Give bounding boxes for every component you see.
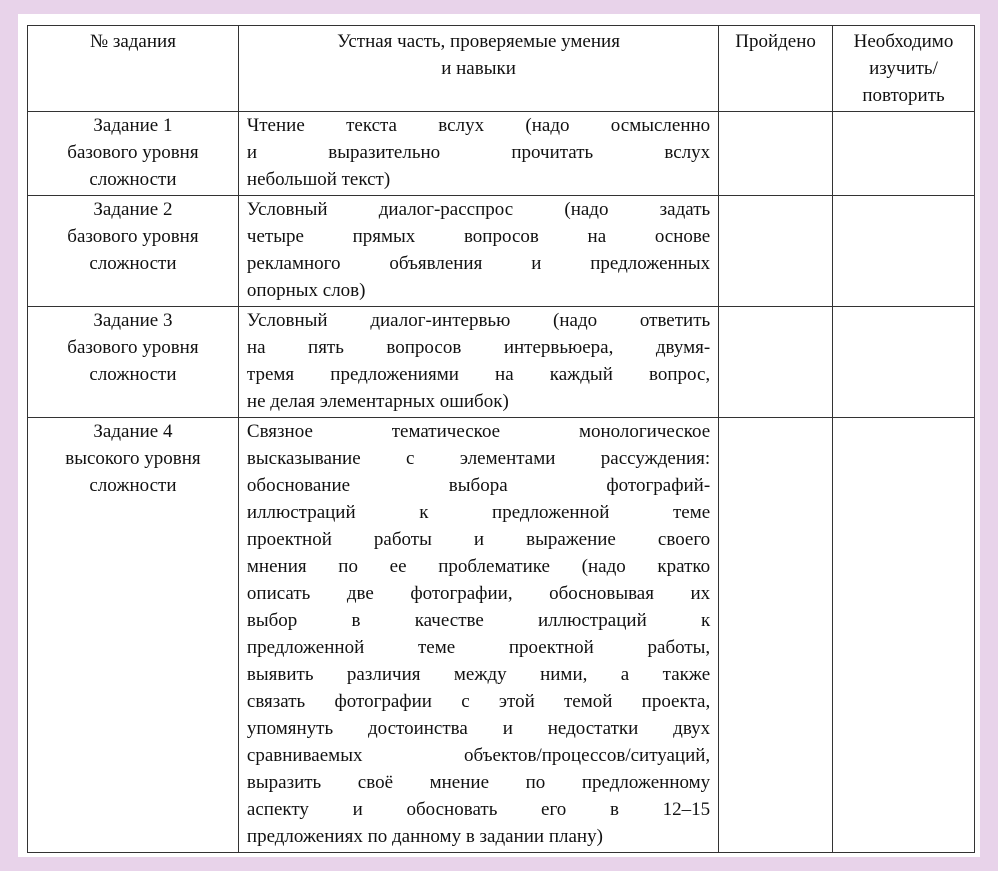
passed-cell[interactable] xyxy=(719,112,833,196)
skill-description-line: проектной работы и выражение своего xyxy=(246,529,711,550)
skill-description-cell xyxy=(238,307,718,418)
task-label-line: базового уровня xyxy=(67,142,199,163)
header-skills xyxy=(238,26,718,112)
passed-cell[interactable] xyxy=(719,418,833,853)
passed-cell[interactable] xyxy=(719,196,833,307)
skill-description-line: выявить различия между ними, а также xyxy=(246,664,711,685)
skill-description-line: высказывание с элементами рассуждения: xyxy=(246,448,711,469)
header-task-number xyxy=(28,26,239,112)
skill-description-line: Чтение текста вслух (надо осмысленно xyxy=(246,115,711,136)
header-to-review-line-3: повторить xyxy=(862,85,945,106)
skill-description-line: Условный диалог-расспрос (надо задать xyxy=(246,199,711,220)
skill-description-line: Связное тематическое монологическое xyxy=(246,421,711,442)
task-number-cell xyxy=(28,307,239,418)
skill-description-cell xyxy=(238,196,718,307)
skill-description-line: не делая элементарных ошибок) xyxy=(246,391,509,412)
task-number-cell xyxy=(28,112,239,196)
header-task-number-label: № задания xyxy=(89,31,176,52)
document-page xyxy=(18,14,980,857)
task-label-line: сложности xyxy=(89,253,177,274)
task-number-cell xyxy=(28,196,239,307)
table-row xyxy=(28,112,975,196)
skill-description-line: упомянуть достоинства и недостатки двух xyxy=(246,718,711,739)
skill-description-line: опорных слов) xyxy=(246,280,366,301)
task-label-line: Задание 1 xyxy=(93,115,173,136)
skill-description-cell xyxy=(238,418,718,853)
to-review-cell[interactable] xyxy=(832,112,974,196)
header-to-review-line-2: изучить/ xyxy=(869,58,938,79)
header-to-review xyxy=(832,26,974,112)
task-label-line: сложности xyxy=(89,364,177,385)
skill-description-line: обоснование выбора фотографий- xyxy=(246,475,711,496)
to-review-cell[interactable] xyxy=(832,196,974,307)
skill-description-line: сравниваемых объектов/процессов/ситуаций, xyxy=(246,745,711,766)
passed-cell[interactable] xyxy=(719,307,833,418)
header-passed xyxy=(719,26,833,112)
oral-part-checklist-table xyxy=(27,25,975,853)
task-label-line: Задание 3 xyxy=(93,310,173,331)
skill-description-line: мнения по ее проблематике (надо кратко xyxy=(246,556,711,577)
table-header-row xyxy=(28,26,975,112)
skill-description-line: выразить своё мнение по предложенному xyxy=(246,772,711,793)
skill-description-line: выбор в качестве иллюстраций к xyxy=(246,610,711,631)
task-label-line: базового уровня xyxy=(67,226,199,247)
header-to-review-line-1: Необходимо xyxy=(853,31,954,52)
task-label-line: высокого уровня xyxy=(65,448,201,469)
to-review-cell[interactable] xyxy=(832,307,974,418)
skill-description-line: предложениях по данному в задании плану) xyxy=(246,826,603,847)
skill-description-line: предложенной теме проектной работы, xyxy=(246,637,711,658)
task-label-line: Задание 2 xyxy=(93,199,173,220)
skill-description-line: на пять вопросов интервьюера, двумя- xyxy=(246,337,711,358)
header-passed-label: Пройдено xyxy=(735,31,816,52)
skill-description-line: тремя предложениями на каждый вопрос, xyxy=(246,364,711,385)
table-row xyxy=(28,418,975,853)
skill-description-line: небольшой текст) xyxy=(246,169,391,190)
skill-description-line: рекламного объявления и предложенных xyxy=(246,253,711,274)
to-review-cell[interactable] xyxy=(832,418,974,853)
skill-description-line: Условный диалог-интервью (надо ответить xyxy=(246,310,711,331)
table-row xyxy=(28,196,975,307)
skill-description-line: и выразительно прочитать вслух xyxy=(246,142,711,163)
task-label-line: Задание 4 xyxy=(93,421,173,442)
task-number-cell xyxy=(28,418,239,853)
skill-description-line: четыре прямых вопросов на основе xyxy=(246,226,711,247)
header-skills-line-1: Устная часть, проверяемые умения xyxy=(337,31,620,52)
table-row xyxy=(28,307,975,418)
task-label-line: базового уровня xyxy=(67,337,199,358)
skill-description-line: аспекту и обосновать его в 12–15 xyxy=(246,799,711,820)
task-label-line: сложности xyxy=(89,475,177,496)
task-label-line: сложности xyxy=(89,169,177,190)
skill-description-cell xyxy=(238,112,718,196)
skill-description-line: описать две фотографии, обосновывая их xyxy=(246,583,711,604)
header-skills-line-2: и навыки xyxy=(441,58,516,79)
skill-description-line: иллюстраций к предложенной теме xyxy=(246,502,711,523)
skill-description-line: связать фотографии с этой темой проекта, xyxy=(246,691,711,712)
